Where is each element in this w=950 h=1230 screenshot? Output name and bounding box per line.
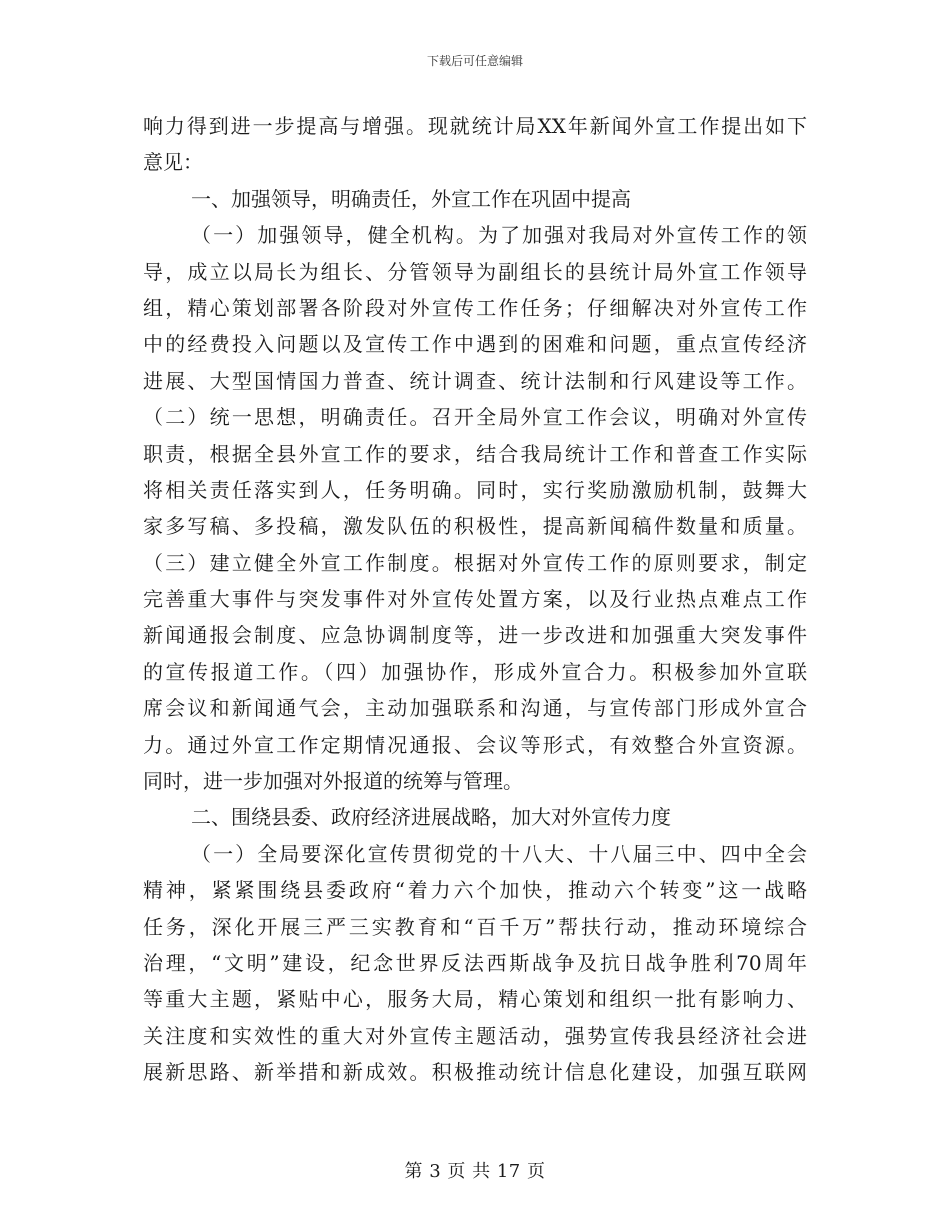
text-line: 一、加强领导，明确责任，外宣工作在巩固中提高: [191, 186, 631, 211]
text-line: 完善重大事件与突发事件对外宣传处置方案，以及行业热点难点工作: [143, 587, 807, 612]
text-line: 将相关责任落实到人，任务明确。同时，实行奖励激励机制，鼓舞大: [143, 477, 807, 502]
header-note: 下载后可任意编辑: [426, 54, 523, 68]
text-line: 新闻通报会制度、应急协调制度等，进一步改进和加强重大突发事件: [143, 623, 807, 648]
text-line: 组，精心策划部署各阶段对外宣传工作任务；仔细解决对外宣传工作: [143, 295, 807, 320]
text-line: （二）统一思想，明确责任。召开全局外宣工作会议，明确对外宣传: [143, 405, 807, 430]
text-line: 展新思路、新举措和新成效。积极推动统计信息化建设，加强互联网: [143, 1060, 807, 1085]
text-line: 任务，深化开展三严三实教育和“百千万”帮扶行动，推动环境综合: [143, 914, 807, 939]
text-line: 关注度和实效性的重大对外宣传主题活动，强势宣传我县经济社会进: [143, 1023, 807, 1048]
text-line: 意见：: [143, 150, 203, 175]
text-line: （三）建立健全外宣工作制度。根据对外宣传工作的原则要求，制定: [143, 550, 807, 575]
text-line: 的宣传报道工作。（四）加强协作，形成外宣合力。积极参加外宣联: [143, 659, 807, 684]
text-line: 家多写稿、多投稿，激发队伍的积极性，提高新闻稿件数量和质量。: [143, 514, 807, 539]
text-line: 职责，根据全县外宣工作的要求，结合我局统计工作和普查工作实际: [143, 441, 807, 466]
document-body: [143, 108, 807, 1091]
text-line: 席会议和新闻通气会，主动加强联系和沟通，与宣传部门形成外宣合: [143, 696, 807, 721]
text-line: 二、围绕县委、政府经济进展战略，加大对外宣传力度: [191, 805, 671, 830]
text-line: 治理，“文明”建设，纪念世界反法西斯战争及抗日战争胜利70周年: [143, 950, 807, 975]
text-line: （一）加强领导，健全机构。为了加强对我局对外宣传工作的领: [191, 223, 807, 248]
text-line: 进展、大型国情国力普查、统计调查、统计法制和行风建设等工作。: [143, 368, 807, 393]
text-line: 中的经费投入问题以及宣传工作中遇到的困难和问题，重点宣传经济: [143, 332, 807, 357]
page-footer: 第 3 页 共 17 页: [404, 1161, 546, 1182]
text-line: 精神，紧紧围绕县委政府“着力六个加快，推动六个转变”这一战略: [143, 878, 807, 903]
text-line: （一）全局要深化宣传贯彻党的十八大、十八届三中、四中全会: [191, 841, 807, 866]
text-line: 等重大主题，紧贴中心，服务大局，精心策划和组织一批有影响力、: [143, 987, 807, 1012]
text-line: 力。通过外宣工作定期情况通报、会议等形式，有效整合外宣资源。: [143, 732, 807, 757]
text-line: 响力得到进一步提高与增强。现就统计局XX年新闻外宣工作提出如下: [143, 114, 807, 138]
text-line: 同时，进一步加强对外报道的统筹与管理。: [143, 769, 523, 794]
text-line: 导，成立以局长为组长、分管领导为副组长的县统计局外宣工作领导: [143, 259, 807, 284]
